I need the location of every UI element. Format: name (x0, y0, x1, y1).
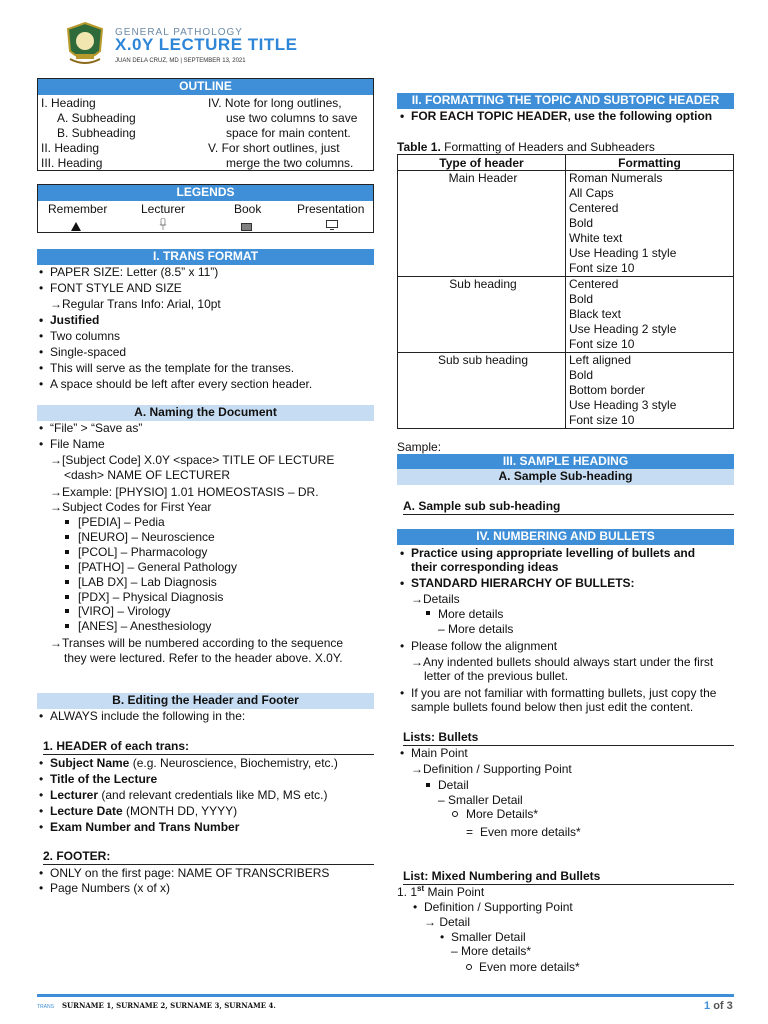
list-item: • ONLY on the first page: NAME OF TRANSCRIBERS (50, 866, 329, 881)
list-item: →[Subject Code] X.0Y <space> TITLE OF LECTURE (50, 453, 335, 467)
footer-label: TRANS (37, 1004, 54, 1010)
list-item: • PAPER SIZE: Letter (8.5” x 11”) (50, 265, 218, 280)
list-item: → Detail (424, 915, 471, 929)
table-caption: Table 1. Formatting of Headers and Subheaders (397, 140, 655, 154)
column-header: Type of header (398, 155, 566, 171)
monitor-icon (326, 219, 338, 234)
list-item: • STANDARD HIERARCHY OF BULLETS: (411, 576, 635, 591)
subject-code: [PEDIA] – Pedia (78, 515, 165, 529)
list-item: • FOR EACH TOPIC HEADER, use the following option (411, 109, 712, 124)
list-item: – Smaller Detail (438, 793, 523, 807)
legend-label-remember: Remember (48, 202, 108, 216)
list-item: • Lecture Date (MONTH DD, YYYY) (50, 804, 237, 819)
outline-item: B. Subheading (57, 126, 136, 140)
legend-label-book: Book (234, 202, 262, 216)
table-cell: Roman Numerals All Caps Centered Bold White text Use Heading 1 style Font size 10 (566, 171, 734, 277)
table-row (398, 353, 734, 429)
microphone-icon (159, 218, 167, 234)
logo (62, 21, 108, 67)
equals-bullet: = (466, 825, 474, 839)
outline-box (37, 78, 374, 171)
list-item: • This will serve as the template for the transes. (50, 361, 294, 376)
sample-heading-2: A. Sample Sub-heading (397, 469, 734, 485)
square-bullets (65, 515, 71, 635)
list-item: • A space should be left after every section header. (50, 377, 312, 392)
list-item: • If you are not familiar with formatting bullets, just copy the (411, 686, 716, 701)
column-header: Formatting (566, 155, 734, 171)
outline-item: V. For short outlines, just (208, 141, 340, 155)
table-cell: Main Header (398, 171, 566, 277)
subject-code: [ANES] – Anesthesiology (78, 619, 212, 633)
list-item: • Two columns (50, 329, 120, 344)
subheading-editing-header-footer: B. Editing the Header and Footer (37, 693, 374, 709)
list-item: • Single-spaced (50, 345, 126, 360)
sample-heading-3: A. Sample sub sub-heading (403, 499, 734, 515)
outline-item: use two columns to save (226, 111, 358, 125)
list-item: Even more details* (479, 960, 580, 974)
outline-item: merge the two columns. (226, 156, 354, 170)
list-item: More Details* (466, 807, 539, 821)
list-item: Detail (438, 778, 469, 792)
subject-code: [NEURO] – Neuroscience (78, 530, 215, 544)
legend-box (37, 184, 374, 233)
section-heading-numbering: IV. NUMBERING AND BULLETS (397, 529, 734, 545)
section-heading-trans-format: I. TRANS FORMAT (37, 249, 374, 265)
table-row (398, 171, 734, 277)
list-item: →Regular Trans Info: Arial, 10pt (50, 297, 221, 311)
footer-divider (37, 994, 734, 997)
list-item: • Justified (50, 313, 99, 328)
warning-icon (71, 220, 81, 235)
list-item: • Main Point (411, 746, 468, 761)
list-item: • ALWAYS include the following in the: (50, 709, 245, 724)
list-item: • Smaller Detail (451, 930, 526, 945)
mixed-list-heading: List: Mixed Numbering and Bullets (403, 869, 734, 885)
list-item: • Lecturer (and relevant credentials like MD, MS etc.) (50, 788, 327, 803)
list-item: 1. 1st Main Point (397, 884, 485, 899)
subject-code: [LAB DX] – Lab Diagnosis (78, 575, 217, 589)
list-item: – More details (438, 622, 514, 636)
list-item: letter of the previous bullet. (424, 669, 569, 683)
subject-code: [VIRO] – Virology (78, 604, 171, 618)
outline-item: IV. Note for long outlines, (208, 96, 342, 110)
subject-code: [PCOL] – Pharmacology (78, 545, 208, 559)
list-item: • Please follow the alignment (411, 639, 557, 654)
list-item: • “File” > “Save as” (50, 421, 142, 436)
outline-item: A. Subheading (57, 111, 136, 125)
book-icon (241, 220, 252, 235)
circle-bullet (452, 811, 458, 817)
subsubheading-header: 1. HEADER of each trans: (43, 739, 374, 755)
list-item: their corresponding ideas (411, 560, 559, 574)
subject-code: [PATHO] – General Pathology (78, 560, 237, 574)
section-heading-formatting: II. FORMATTING THE TOPIC AND SUBTOPIC HEADER (397, 93, 734, 109)
lecture-title: X.0Y LECTURE TITLE (115, 35, 298, 54)
page-number: 1 of 3 (704, 1000, 733, 1012)
square-bullet (426, 783, 430, 787)
outline-item: III. Heading (41, 156, 103, 170)
subject-code: [PDX] – Physical Diagnosis (78, 590, 224, 604)
outline-item: I. Heading (41, 96, 96, 110)
note-line: →Transes will be numbered according to the sequence (50, 636, 344, 650)
list-item: • Title of the Lecture (50, 772, 157, 787)
circle-bullet (466, 964, 472, 970)
sample-heading-1: III. SAMPLE HEADING (397, 454, 734, 470)
course-name: GENERAL PATHOLOGY (115, 27, 243, 38)
list-item: • Practice using appropriate levelling of bullets and (411, 546, 695, 561)
list-item: →Example: [PHYSIO] 1.01 HOMEOSTASIS – DR. (50, 485, 319, 499)
author-date: JUAN DELA CRUZ, MD | SEPTEMBER 13, 2021 (115, 58, 246, 64)
table-cell: Sub heading (398, 277, 566, 353)
list-item: • Page Numbers (x of x) (50, 881, 170, 896)
square-bullet (426, 611, 430, 615)
sample-label: Sample: (397, 440, 442, 454)
note-line: they were lectured. Refer to the header above. X.0Y. (64, 651, 343, 665)
list-item: • Exam Number and Trans Number (50, 820, 239, 835)
table-cell: Sub sub heading (398, 353, 566, 429)
list-item: • FONT STYLE AND SIZE (50, 281, 182, 296)
subheading-naming-document: A. Naming the Document (37, 405, 374, 421)
list-item: →Definition / Supporting Point (411, 762, 572, 776)
legend-label-presentation: Presentation (297, 202, 365, 216)
outline-title: OUTLINE (38, 79, 373, 95)
table-cell: Left aligned Bold Bottom border Use Heading 3 style Font size 10 (566, 353, 734, 429)
footer-transcribers: SURNAME 1, SURNAME 2, SURNAME 3, SURNAME 4. (62, 1001, 276, 1010)
legend-label-lecturer: Lecturer (141, 202, 186, 216)
list-item: Even more details* (480, 825, 581, 839)
list-item: More details (438, 607, 504, 621)
list-item: • Definition / Supporting Point (424, 900, 573, 915)
list-item: • File Name (50, 437, 105, 452)
list-item: sample bullets found below then just edit the content. (411, 700, 694, 714)
list-item: • Subject Name (e.g. Neuroscience, Biochemistry, etc.) (50, 756, 338, 771)
table-row (398, 277, 734, 353)
formatting-table (397, 154, 734, 429)
subsubheading-footer: 2. FOOTER: (43, 849, 374, 865)
list-item: <dash> NAME OF LECTURER (64, 468, 231, 482)
lists-bullets-heading: Lists: Bullets (403, 730, 734, 746)
list-item: →Subject Codes for First Year (50, 500, 212, 514)
outline-item: II. Heading (41, 141, 100, 155)
list-item: →Any indented bullets should always start under the first (411, 655, 714, 669)
list-item: →Details (411, 592, 460, 606)
legends-title: LEGENDS (38, 185, 373, 201)
table-cell: Centered Bold Black text Use Heading 2 style Font size 10 (566, 277, 734, 353)
outline-item: space for main content. (226, 126, 351, 140)
list-item: – More details* (451, 944, 532, 958)
